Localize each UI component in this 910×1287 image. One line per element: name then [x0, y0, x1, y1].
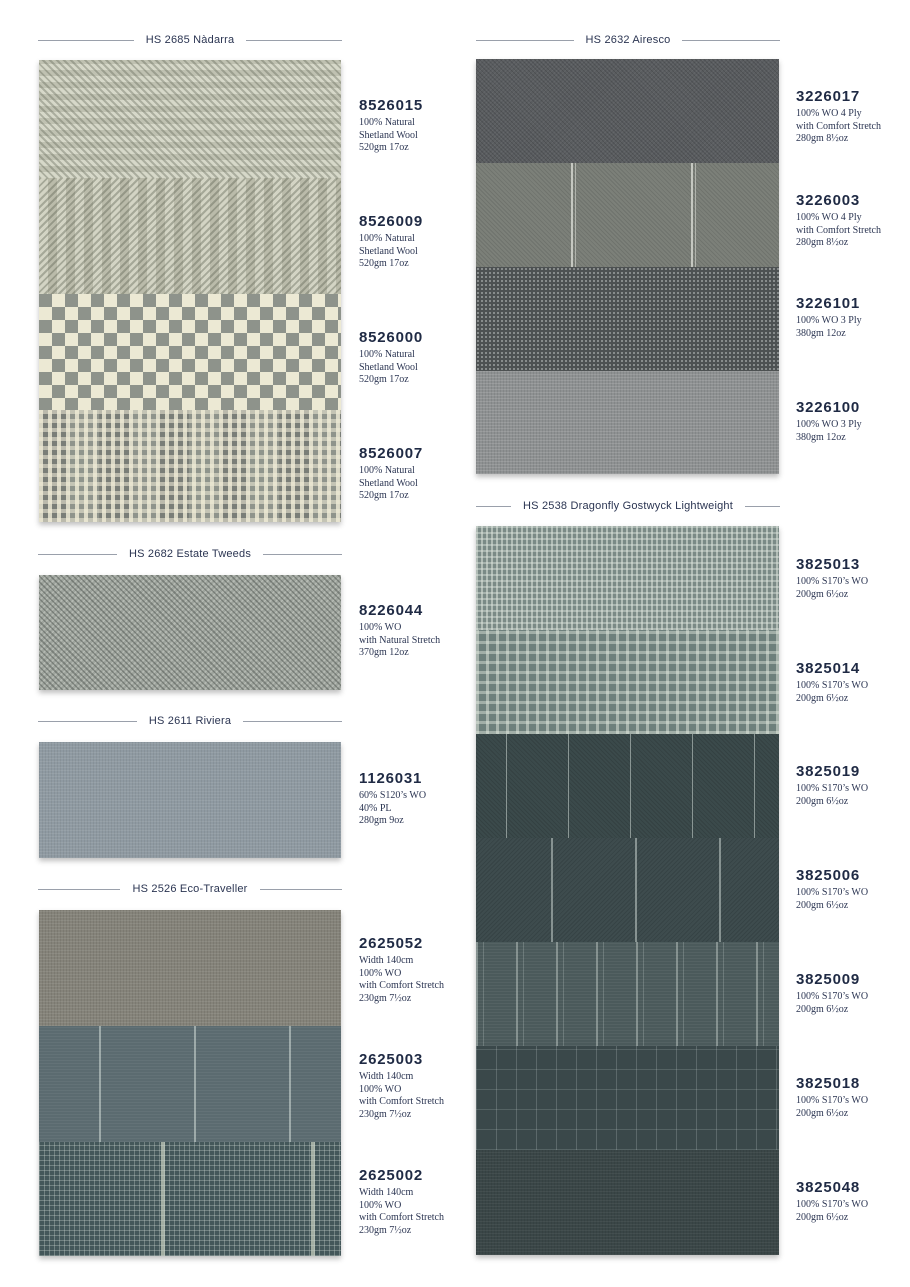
fabric-spec-line: with Comfort Stretch: [359, 980, 444, 991]
divider: [476, 506, 511, 507]
fabric-swatch-3226003[interactable]: [476, 163, 779, 267]
fabric-swatch-1126031[interactable]: [39, 742, 341, 858]
fabric-code: 3226003: [796, 192, 860, 209]
section-header-dragonfly: [476, 496, 780, 516]
fabric-spec-line: 100% S170’s WO: [796, 1095, 869, 1106]
fabric-swatch-3825009[interactable]: [476, 942, 779, 1046]
fabric-code: 1126031: [359, 770, 423, 787]
fabric-label: [359, 1167, 469, 1237]
fabric-code: 3825009: [796, 971, 860, 988]
fabric-label: [796, 295, 906, 340]
fabric-spec-line: 100% Natural: [359, 117, 415, 128]
fabric-label: [359, 935, 469, 1005]
fabric-spec-line: 520gm 17oz: [359, 374, 409, 385]
fabric-swatch-8226044[interactable]: [39, 575, 341, 690]
fabric-description: [359, 1071, 469, 1121]
fabric-description: [796, 783, 906, 808]
fabric-description: [359, 465, 469, 503]
divider: [246, 40, 342, 41]
fabric-spec-line: 200gm 6½oz: [796, 1003, 849, 1015]
fabric-spec-line: 100% WO: [359, 967, 402, 979]
fabric-spec-line: Width 140cm: [359, 1187, 414, 1198]
fabric-code: 3825006: [796, 867, 860, 884]
fabric-spec-line: 230gm 7½oz: [359, 1224, 412, 1236]
fabric-code: 3825048: [796, 1179, 860, 1196]
fabric-swatch-3825013[interactable]: [476, 526, 779, 630]
divider: [243, 721, 342, 722]
fabric-code: 3825014: [796, 660, 860, 677]
fabric-label: [796, 192, 906, 250]
fabric-spec-line: 100% Natural: [359, 349, 415, 360]
fabric-swatch-3825048[interactable]: [476, 1150, 779, 1255]
fabric-label: [796, 867, 906, 912]
fabric-description: [359, 233, 469, 271]
fabric-spec-line: 100% WO: [359, 1199, 402, 1211]
section-title: HS 2682 Estate Tweeds: [129, 548, 252, 560]
divider: [745, 506, 780, 507]
fabric-code: 3226101: [796, 295, 860, 312]
fabric-code: 3226100: [796, 399, 860, 416]
section-title: HS 2526 Eco-Traveller: [132, 883, 248, 895]
fabric-spec-line: 100% WO: [359, 622, 402, 633]
fabric-swatch-8526009[interactable]: [39, 178, 341, 294]
fabric-code: 8526007: [359, 445, 423, 462]
fabric-spec-line: 230gm 7½oz: [359, 992, 412, 1004]
fabric-swatch-8526007[interactable]: [39, 410, 341, 522]
divider: [476, 40, 574, 41]
section-header-nadarra: [38, 30, 342, 50]
fabric-swatch-group-estate-tweeds: [39, 575, 341, 690]
fabric-description: [359, 955, 469, 1005]
fabric-spec-line: 200gm 6½oz: [796, 795, 849, 807]
section-title: HS 2685 Nàdarra: [145, 34, 235, 46]
fabric-spec-line: 200gm 6½oz: [796, 1211, 849, 1223]
fabric-spec-line: with Comfort Stretch: [796, 120, 881, 132]
fabric-spec-line: with Comfort Stretch: [359, 1212, 444, 1223]
fabric-description: [359, 1187, 469, 1237]
fabric-swatch-2625052[interactable]: [39, 910, 341, 1026]
fabric-label: [359, 329, 469, 387]
fabric-spec-line: 520gm 17oz: [359, 258, 409, 269]
fabric-swatch-3825014[interactable]: [476, 630, 779, 734]
fabric-spec-line: 100% WO 4 Ply: [796, 212, 862, 223]
fabric-spec-line: Shetland Wool: [359, 477, 418, 489]
fabric-label: [796, 660, 906, 705]
fabric-spec-line: 380gm 12oz: [796, 327, 846, 339]
fabric-spec-line: 370gm 12oz: [359, 647, 409, 658]
fabric-code: 8526009: [359, 213, 423, 230]
fabric-label: [796, 763, 906, 808]
fabric-code: 8526015: [359, 97, 423, 114]
fabric-spec-line: 100% WO 4 Ply: [796, 108, 862, 119]
divider: [38, 554, 117, 555]
divider: [38, 889, 120, 890]
fabric-spec-line: Width 140cm: [359, 955, 414, 966]
section-title: HS 2611 Riviera: [148, 715, 232, 727]
fabric-spec-line: Width 140cm: [359, 1071, 414, 1082]
fabric-label: [796, 971, 906, 1016]
fabric-spec-line: with Comfort Stretch: [796, 224, 881, 236]
fabric-spec-line: 40% PL: [359, 802, 392, 814]
divider: [682, 40, 780, 41]
fabric-description: [796, 1199, 906, 1224]
fabric-spec-line: 230gm 7½oz: [359, 1108, 412, 1120]
fabric-spec-line: 60% S120’s WO: [359, 790, 427, 801]
fabric-swatch-group-dragonfly: [476, 526, 779, 1255]
fabric-spec-line: 100% S170’s WO: [796, 783, 869, 794]
fabric-spec-line: 100% Natural: [359, 233, 415, 244]
fabric-description: [796, 576, 906, 601]
fabric-spec-line: 520gm 17oz: [359, 490, 409, 501]
fabric-spec-line: Shetland Wool: [359, 361, 418, 373]
fabric-spec-line: 100% S170’s WO: [796, 680, 869, 691]
fabric-label: [359, 213, 469, 271]
fabric-code: 2625052: [359, 935, 423, 952]
fabric-swatch-3825018[interactable]: [476, 1046, 779, 1150]
fabric-spec-line: Shetland Wool: [359, 129, 418, 141]
fabric-description: [796, 887, 906, 912]
fabric-spec-line: 100% S170’s WO: [796, 887, 869, 898]
fabric-swatch-8526015[interactable]: [39, 60, 341, 178]
section-header-estate-tweeds: [38, 544, 342, 564]
fabric-label: [796, 88, 906, 146]
fabric-swatch-group-eco-traveller: [39, 910, 341, 1256]
fabric-swatch-3825006[interactable]: [476, 838, 779, 942]
fabric-spec-line: 520gm 17oz: [359, 142, 409, 153]
divider: [38, 721, 137, 722]
fabric-description: [796, 680, 906, 705]
fabric-spec-line: 280gm 9oz: [359, 815, 404, 826]
divider: [38, 40, 134, 41]
fabric-label: [359, 1051, 469, 1121]
fabric-swatch-3226100[interactable]: [476, 371, 779, 474]
fabric-spec-line: 280gm 8½oz: [796, 133, 849, 144]
fabric-label: [359, 97, 469, 155]
section-header-riviera: [38, 711, 342, 731]
fabric-spec-line: 100% WO 3 Ply: [796, 315, 862, 326]
fabric-description: [796, 1095, 906, 1120]
fabric-label: [359, 602, 469, 660]
section-header-airesco: [476, 30, 780, 50]
fabric-swatch-3226101[interactable]: [476, 267, 779, 371]
fabric-description: [359, 790, 469, 828]
fabric-spec-line: 100% S170’s WO: [796, 1199, 869, 1210]
fabric-label: [796, 399, 906, 444]
fabric-spec-line: 380gm 12oz: [796, 431, 846, 443]
divider: [260, 889, 342, 890]
divider: [263, 554, 342, 555]
fabric-swatch-2625003[interactable]: [39, 1026, 341, 1142]
fabric-description: [796, 315, 906, 340]
fabric-spec-line: 100% S170’s WO: [796, 991, 869, 1002]
fabric-description: [796, 108, 906, 146]
fabric-label: [796, 1179, 906, 1224]
fabric-code: 3825013: [796, 556, 860, 573]
fabric-label: [359, 770, 469, 828]
fabric-swatch-group-riviera: [39, 742, 341, 858]
fabric-code: 2625002: [359, 1167, 423, 1184]
fabric-spec-line: 200gm 6½oz: [796, 899, 849, 911]
section-title: HS 2632 Airesco: [585, 34, 671, 46]
fabric-spec-line: 200gm 6½oz: [796, 692, 849, 704]
fabric-spec-line: 100% S170’s WO: [796, 576, 869, 587]
fabric-swatch-group-nadarra: [39, 60, 341, 522]
fabric-code: 3825019: [796, 763, 860, 780]
fabric-swatch-3226017[interactable]: [476, 59, 779, 163]
fabric-label: [796, 556, 906, 601]
section-header-eco-traveller: [38, 879, 342, 899]
fabric-spec-line: with Natural Stretch: [359, 634, 441, 646]
fabric-description: [359, 622, 469, 660]
fabric-swatch-8526000[interactable]: [39, 294, 341, 410]
fabric-code: 3226017: [796, 88, 860, 105]
fabric-label: [359, 445, 469, 503]
fabric-code: 8226044: [359, 602, 423, 619]
fabric-spec-line: 100% WO: [359, 1083, 402, 1095]
fabric-spec-line: 200gm 6½oz: [796, 588, 849, 600]
fabric-code: 3825018: [796, 1075, 860, 1092]
fabric-swatch-group-airesco: [476, 59, 779, 474]
fabric-description: [796, 991, 906, 1016]
fabric-label: [796, 1075, 906, 1120]
fabric-description: [796, 212, 906, 250]
fabric-spec-line: 200gm 6½oz: [796, 1107, 849, 1119]
fabric-spec-line: with Comfort Stretch: [359, 1096, 444, 1107]
section-title: HS 2538 Dragonfly Gostwyck Lightweight: [523, 500, 733, 512]
fabric-spec-line: 100% Natural: [359, 465, 415, 476]
fabric-description: [796, 419, 906, 444]
fabric-description: [359, 349, 469, 387]
fabric-spec-line: Shetland Wool: [359, 245, 418, 257]
fabric-code: 8526000: [359, 329, 423, 346]
fabric-spec-line: 280gm 8½oz: [796, 237, 849, 248]
fabric-description: [359, 117, 469, 155]
fabric-swatch-2625002[interactable]: [39, 1142, 341, 1256]
fabric-spec-line: 100% WO 3 Ply: [796, 419, 862, 430]
fabric-code: 2625003: [359, 1051, 423, 1068]
fabric-swatch-3825019[interactable]: [476, 734, 779, 838]
